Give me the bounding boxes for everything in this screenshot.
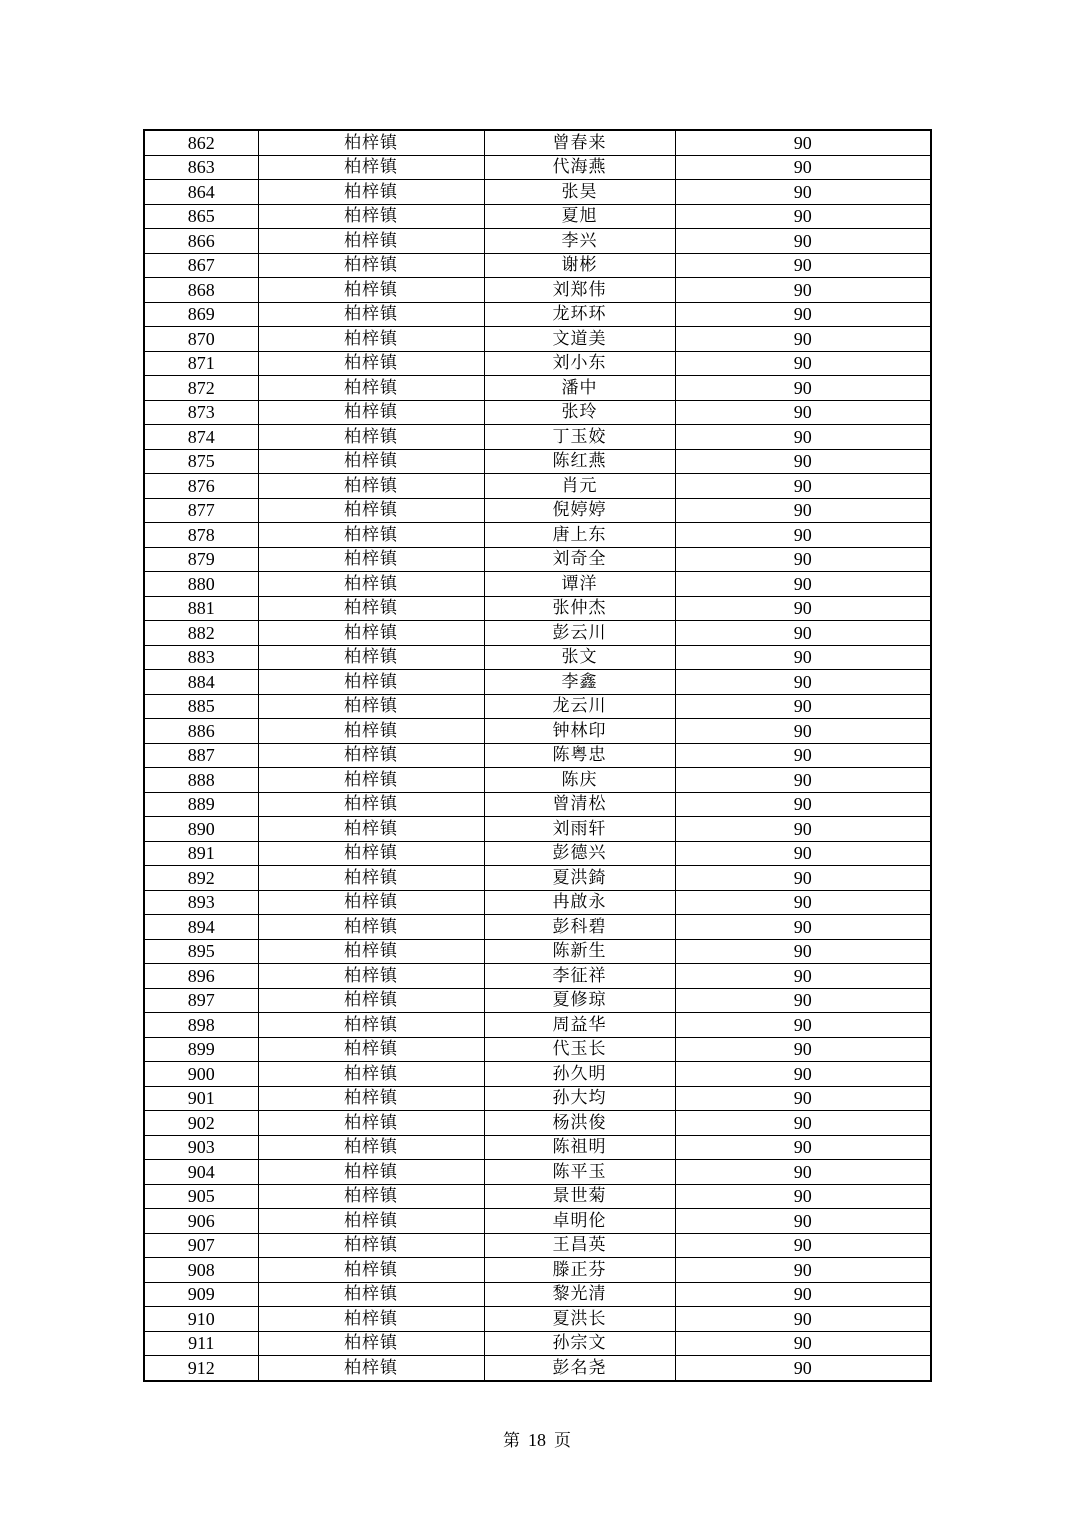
- cell-score: 90: [675, 866, 931, 891]
- cell-number: 869: [144, 302, 258, 327]
- page-label-prefix: 第: [503, 1431, 520, 1451]
- cell-name: 张玲: [484, 400, 675, 425]
- cell-town: 柏梓镇: [258, 1160, 484, 1185]
- cell-town: 柏梓镇: [258, 253, 484, 278]
- cell-number: 863: [144, 155, 258, 180]
- table-row: [144, 253, 931, 278]
- cell-score: 90: [675, 1282, 931, 1307]
- table-row: [144, 890, 931, 915]
- cell-name: 夏旭: [484, 204, 675, 229]
- cell-score: 90: [675, 964, 931, 989]
- cell-number: 867: [144, 253, 258, 278]
- cell-name: 曾春来: [484, 130, 675, 155]
- cell-name: 陈新生: [484, 939, 675, 964]
- cell-score: 90: [675, 670, 931, 695]
- cell-score: 90: [675, 841, 931, 866]
- table-row: [144, 278, 931, 303]
- cell-score: 90: [675, 155, 931, 180]
- cell-town: 柏梓镇: [258, 278, 484, 303]
- table-row: [144, 1331, 931, 1356]
- cell-town: 柏梓镇: [258, 743, 484, 768]
- cell-name: 刘奇全: [484, 547, 675, 572]
- cell-town: 柏梓镇: [258, 449, 484, 474]
- cell-score: 90: [675, 1013, 931, 1038]
- cell-town: 柏梓镇: [258, 792, 484, 817]
- cell-number: 872: [144, 376, 258, 401]
- cell-name: 丁玉姣: [484, 425, 675, 450]
- cell-score: 90: [675, 939, 931, 964]
- table-row: [144, 817, 931, 842]
- table-row: [144, 988, 931, 1013]
- cell-town: 柏梓镇: [258, 1086, 484, 1111]
- table-row: [144, 302, 931, 327]
- cell-town: 柏梓镇: [258, 1233, 484, 1258]
- cell-town: 柏梓镇: [258, 498, 484, 523]
- cell-town: 柏梓镇: [258, 1135, 484, 1160]
- cell-name: 周益华: [484, 1013, 675, 1038]
- cell-town: 柏梓镇: [258, 1356, 484, 1381]
- cell-name: 李兴: [484, 229, 675, 254]
- cell-number: 892: [144, 866, 258, 891]
- cell-number: 906: [144, 1209, 258, 1234]
- cell-town: 柏梓镇: [258, 1037, 484, 1062]
- cell-number: 890: [144, 817, 258, 842]
- cell-name: 代海燕: [484, 155, 675, 180]
- cell-number: 909: [144, 1282, 258, 1307]
- cell-score: 90: [675, 204, 931, 229]
- table-row: [144, 1037, 931, 1062]
- cell-number: 891: [144, 841, 258, 866]
- cell-town: 柏梓镇: [258, 939, 484, 964]
- cell-number: 882: [144, 621, 258, 646]
- cell-score: 90: [675, 792, 931, 817]
- table-row: [144, 866, 931, 891]
- cell-score: 90: [675, 1160, 931, 1185]
- cell-name: 夏修琼: [484, 988, 675, 1013]
- cell-name: 孙大均: [484, 1086, 675, 1111]
- cell-score: 90: [675, 498, 931, 523]
- cell-score: 90: [675, 1356, 931, 1381]
- cell-town: 柏梓镇: [258, 425, 484, 450]
- table-row: [144, 155, 931, 180]
- cell-number: 885: [144, 694, 258, 719]
- cell-number: 875: [144, 449, 258, 474]
- cell-name: 陈庆: [484, 768, 675, 793]
- cell-town: 柏梓镇: [258, 645, 484, 670]
- cell-number: 896: [144, 964, 258, 989]
- table-row: [144, 1258, 931, 1283]
- cell-town: 柏梓镇: [258, 1331, 484, 1356]
- cell-name: 刘小东: [484, 351, 675, 376]
- cell-number: 876: [144, 474, 258, 499]
- table-row: [144, 130, 931, 155]
- cell-name: 夏洪錡: [484, 866, 675, 891]
- cell-town: 柏梓镇: [258, 1282, 484, 1307]
- cell-number: 904: [144, 1160, 258, 1185]
- cell-town: 柏梓镇: [258, 1184, 484, 1209]
- cell-name: 杨洪俊: [484, 1111, 675, 1136]
- table-row: [144, 1062, 931, 1087]
- cell-name: 陈红燕: [484, 449, 675, 474]
- cell-town: 柏梓镇: [258, 302, 484, 327]
- cell-town: 柏梓镇: [258, 155, 484, 180]
- cell-town: 柏梓镇: [258, 596, 484, 621]
- table-row: [144, 1233, 931, 1258]
- cell-score: 90: [675, 915, 931, 940]
- cell-score: 90: [675, 1086, 931, 1111]
- cell-score: 90: [675, 1135, 931, 1160]
- table-row: [144, 376, 931, 401]
- cell-number: 883: [144, 645, 258, 670]
- table-row: [144, 1135, 931, 1160]
- cell-score: 90: [675, 1037, 931, 1062]
- cell-town: 柏梓镇: [258, 1307, 484, 1332]
- cell-score: 90: [675, 278, 931, 303]
- cell-number: 878: [144, 523, 258, 548]
- table-row: [144, 596, 931, 621]
- table-row: [144, 449, 931, 474]
- cell-number: 889: [144, 792, 258, 817]
- cell-name: 孙久明: [484, 1062, 675, 1087]
- table-row: [144, 180, 931, 205]
- cell-number: 908: [144, 1258, 258, 1283]
- table-row: [144, 1282, 931, 1307]
- cell-name: 彭名尧: [484, 1356, 675, 1381]
- cell-score: 90: [675, 694, 931, 719]
- cell-name: 曾清松: [484, 792, 675, 817]
- cell-score: 90: [675, 719, 931, 744]
- cell-town: 柏梓镇: [258, 866, 484, 891]
- cell-town: 柏梓镇: [258, 1111, 484, 1136]
- cell-town: 柏梓镇: [258, 988, 484, 1013]
- cell-town: 柏梓镇: [258, 130, 484, 155]
- cell-score: 90: [675, 817, 931, 842]
- cell-score: 90: [675, 1258, 931, 1283]
- cell-score: 90: [675, 229, 931, 254]
- table-row: [144, 1209, 931, 1234]
- table-row: [144, 204, 931, 229]
- cell-town: 柏梓镇: [258, 474, 484, 499]
- records-table-body: [144, 130, 931, 1381]
- cell-town: 柏梓镇: [258, 1013, 484, 1038]
- cell-name: 张文: [484, 645, 675, 670]
- table-row: [144, 523, 931, 548]
- cell-name: 孙宗文: [484, 1331, 675, 1356]
- table-row: [144, 547, 931, 572]
- table-row: [144, 841, 931, 866]
- cell-score: 90: [675, 1209, 931, 1234]
- cell-name: 刘郑伟: [484, 278, 675, 303]
- cell-town: 柏梓镇: [258, 915, 484, 940]
- cell-name: 陈祖明: [484, 1135, 675, 1160]
- cell-number: 902: [144, 1111, 258, 1136]
- table-row: [144, 768, 931, 793]
- cell-score: 90: [675, 645, 931, 670]
- cell-number: 865: [144, 204, 258, 229]
- cell-number: 897: [144, 988, 258, 1013]
- table-row: [144, 743, 931, 768]
- cell-town: 柏梓镇: [258, 1209, 484, 1234]
- cell-name: 唐上东: [484, 523, 675, 548]
- cell-town: 柏梓镇: [258, 964, 484, 989]
- cell-name: 卓明伦: [484, 1209, 675, 1234]
- cell-name: 黎光清: [484, 1282, 675, 1307]
- cell-name: 张仲杰: [484, 596, 675, 621]
- cell-name: 代玉长: [484, 1037, 675, 1062]
- cell-number: 910: [144, 1307, 258, 1332]
- table-row: [144, 498, 931, 523]
- cell-name: 彭德兴: [484, 841, 675, 866]
- cell-score: 90: [675, 425, 931, 450]
- cell-score: 90: [675, 621, 931, 646]
- table-row: [144, 1111, 931, 1136]
- cell-score: 90: [675, 180, 931, 205]
- cell-score: 90: [675, 1307, 931, 1332]
- cell-score: 90: [675, 474, 931, 499]
- cell-name: 李鑫: [484, 670, 675, 695]
- cell-score: 90: [675, 130, 931, 155]
- cell-name: 谭洋: [484, 572, 675, 597]
- cell-score: 90: [675, 1233, 931, 1258]
- table-row: [144, 694, 931, 719]
- cell-town: 柏梓镇: [258, 841, 484, 866]
- table-row: [144, 474, 931, 499]
- cell-score: 90: [675, 253, 931, 278]
- cell-number: 900: [144, 1062, 258, 1087]
- table-row: [144, 351, 931, 376]
- cell-number: 881: [144, 596, 258, 621]
- cell-name: 龙环环: [484, 302, 675, 327]
- cell-score: 90: [675, 1331, 931, 1356]
- cell-number: 868: [144, 278, 258, 303]
- cell-town: 柏梓镇: [258, 180, 484, 205]
- cell-number: 866: [144, 229, 258, 254]
- cell-town: 柏梓镇: [258, 1062, 484, 1087]
- page-label-suffix: 页: [554, 1431, 571, 1451]
- cell-name: 景世菊: [484, 1184, 675, 1209]
- cell-number: 886: [144, 719, 258, 744]
- cell-score: 90: [675, 302, 931, 327]
- cell-score: 90: [675, 743, 931, 768]
- cell-score: 90: [675, 988, 931, 1013]
- table-row: [144, 1160, 931, 1185]
- cell-number: 884: [144, 670, 258, 695]
- cell-number: 895: [144, 939, 258, 964]
- cell-name: 王昌英: [484, 1233, 675, 1258]
- cell-town: 柏梓镇: [258, 204, 484, 229]
- cell-name: 龙云川: [484, 694, 675, 719]
- cell-name: 彭科碧: [484, 915, 675, 940]
- cell-number: 862: [144, 130, 258, 155]
- cell-score: 90: [675, 400, 931, 425]
- cell-town: 柏梓镇: [258, 327, 484, 352]
- cell-number: 901: [144, 1086, 258, 1111]
- cell-name: 陈平玉: [484, 1160, 675, 1185]
- cell-number: 879: [144, 547, 258, 572]
- table-row: [144, 400, 931, 425]
- cell-number: 880: [144, 572, 258, 597]
- cell-number: 894: [144, 915, 258, 940]
- cell-name: 钟林印: [484, 719, 675, 744]
- cell-name: 谢彬: [484, 253, 675, 278]
- table-row: [144, 964, 931, 989]
- cell-name: 李征祥: [484, 964, 675, 989]
- table-row: [144, 670, 931, 695]
- records-table: [143, 129, 932, 1382]
- table-row: [144, 1184, 931, 1209]
- table-row: [144, 621, 931, 646]
- cell-name: 陈粤忠: [484, 743, 675, 768]
- cell-number: 903: [144, 1135, 258, 1160]
- cell-town: 柏梓镇: [258, 572, 484, 597]
- cell-town: 柏梓镇: [258, 670, 484, 695]
- table-row: [144, 229, 931, 254]
- table-row: [144, 1013, 931, 1038]
- cell-name: 冉啟永: [484, 890, 675, 915]
- cell-number: 893: [144, 890, 258, 915]
- cell-name: 倪婷婷: [484, 498, 675, 523]
- table-row: [144, 425, 931, 450]
- page-number: 18: [528, 1430, 546, 1450]
- cell-town: 柏梓镇: [258, 351, 484, 376]
- cell-score: 90: [675, 449, 931, 474]
- table-row: [144, 939, 931, 964]
- cell-score: 90: [675, 890, 931, 915]
- cell-town: 柏梓镇: [258, 376, 484, 401]
- cell-town: 柏梓镇: [258, 890, 484, 915]
- page-footer: [0, 1428, 1074, 1453]
- cell-number: 887: [144, 743, 258, 768]
- cell-town: 柏梓镇: [258, 768, 484, 793]
- cell-town: 柏梓镇: [258, 1258, 484, 1283]
- cell-name: 文道美: [484, 327, 675, 352]
- table-row: [144, 572, 931, 597]
- cell-number: 907: [144, 1233, 258, 1258]
- cell-name: 滕正芬: [484, 1258, 675, 1283]
- table-row: [144, 915, 931, 940]
- cell-number: 871: [144, 351, 258, 376]
- cell-town: 柏梓镇: [258, 400, 484, 425]
- cell-name: 彭云川: [484, 621, 675, 646]
- cell-name: 刘雨轩: [484, 817, 675, 842]
- table-row: [144, 792, 931, 817]
- cell-number: 873: [144, 400, 258, 425]
- cell-name: 张昊: [484, 180, 675, 205]
- cell-number: 877: [144, 498, 258, 523]
- cell-name: 潘中: [484, 376, 675, 401]
- cell-score: 90: [675, 596, 931, 621]
- cell-number: 911: [144, 1331, 258, 1356]
- cell-number: 898: [144, 1013, 258, 1038]
- cell-score: 90: [675, 1062, 931, 1087]
- table-row: [144, 1356, 931, 1381]
- cell-number: 899: [144, 1037, 258, 1062]
- cell-score: 90: [675, 523, 931, 548]
- cell-score: 90: [675, 351, 931, 376]
- cell-number: 864: [144, 180, 258, 205]
- cell-town: 柏梓镇: [258, 523, 484, 548]
- cell-score: 90: [675, 572, 931, 597]
- cell-number: 912: [144, 1356, 258, 1381]
- cell-town: 柏梓镇: [258, 817, 484, 842]
- cell-score: 90: [675, 376, 931, 401]
- cell-score: 90: [675, 1184, 931, 1209]
- cell-number: 870: [144, 327, 258, 352]
- cell-number: 874: [144, 425, 258, 450]
- cell-town: 柏梓镇: [258, 621, 484, 646]
- cell-score: 90: [675, 768, 931, 793]
- cell-number: 888: [144, 768, 258, 793]
- table-row: [144, 327, 931, 352]
- cell-score: 90: [675, 1111, 931, 1136]
- cell-score: 90: [675, 327, 931, 352]
- cell-town: 柏梓镇: [258, 694, 484, 719]
- cell-town: 柏梓镇: [258, 547, 484, 572]
- table-row: [144, 1086, 931, 1111]
- cell-name: 夏洪长: [484, 1307, 675, 1332]
- table-row: [144, 645, 931, 670]
- table-row: [144, 1307, 931, 1332]
- cell-name: 肖元: [484, 474, 675, 499]
- cell-score: 90: [675, 547, 931, 572]
- cell-town: 柏梓镇: [258, 229, 484, 254]
- cell-number: 905: [144, 1184, 258, 1209]
- table-row: [144, 719, 931, 744]
- cell-town: 柏梓镇: [258, 719, 484, 744]
